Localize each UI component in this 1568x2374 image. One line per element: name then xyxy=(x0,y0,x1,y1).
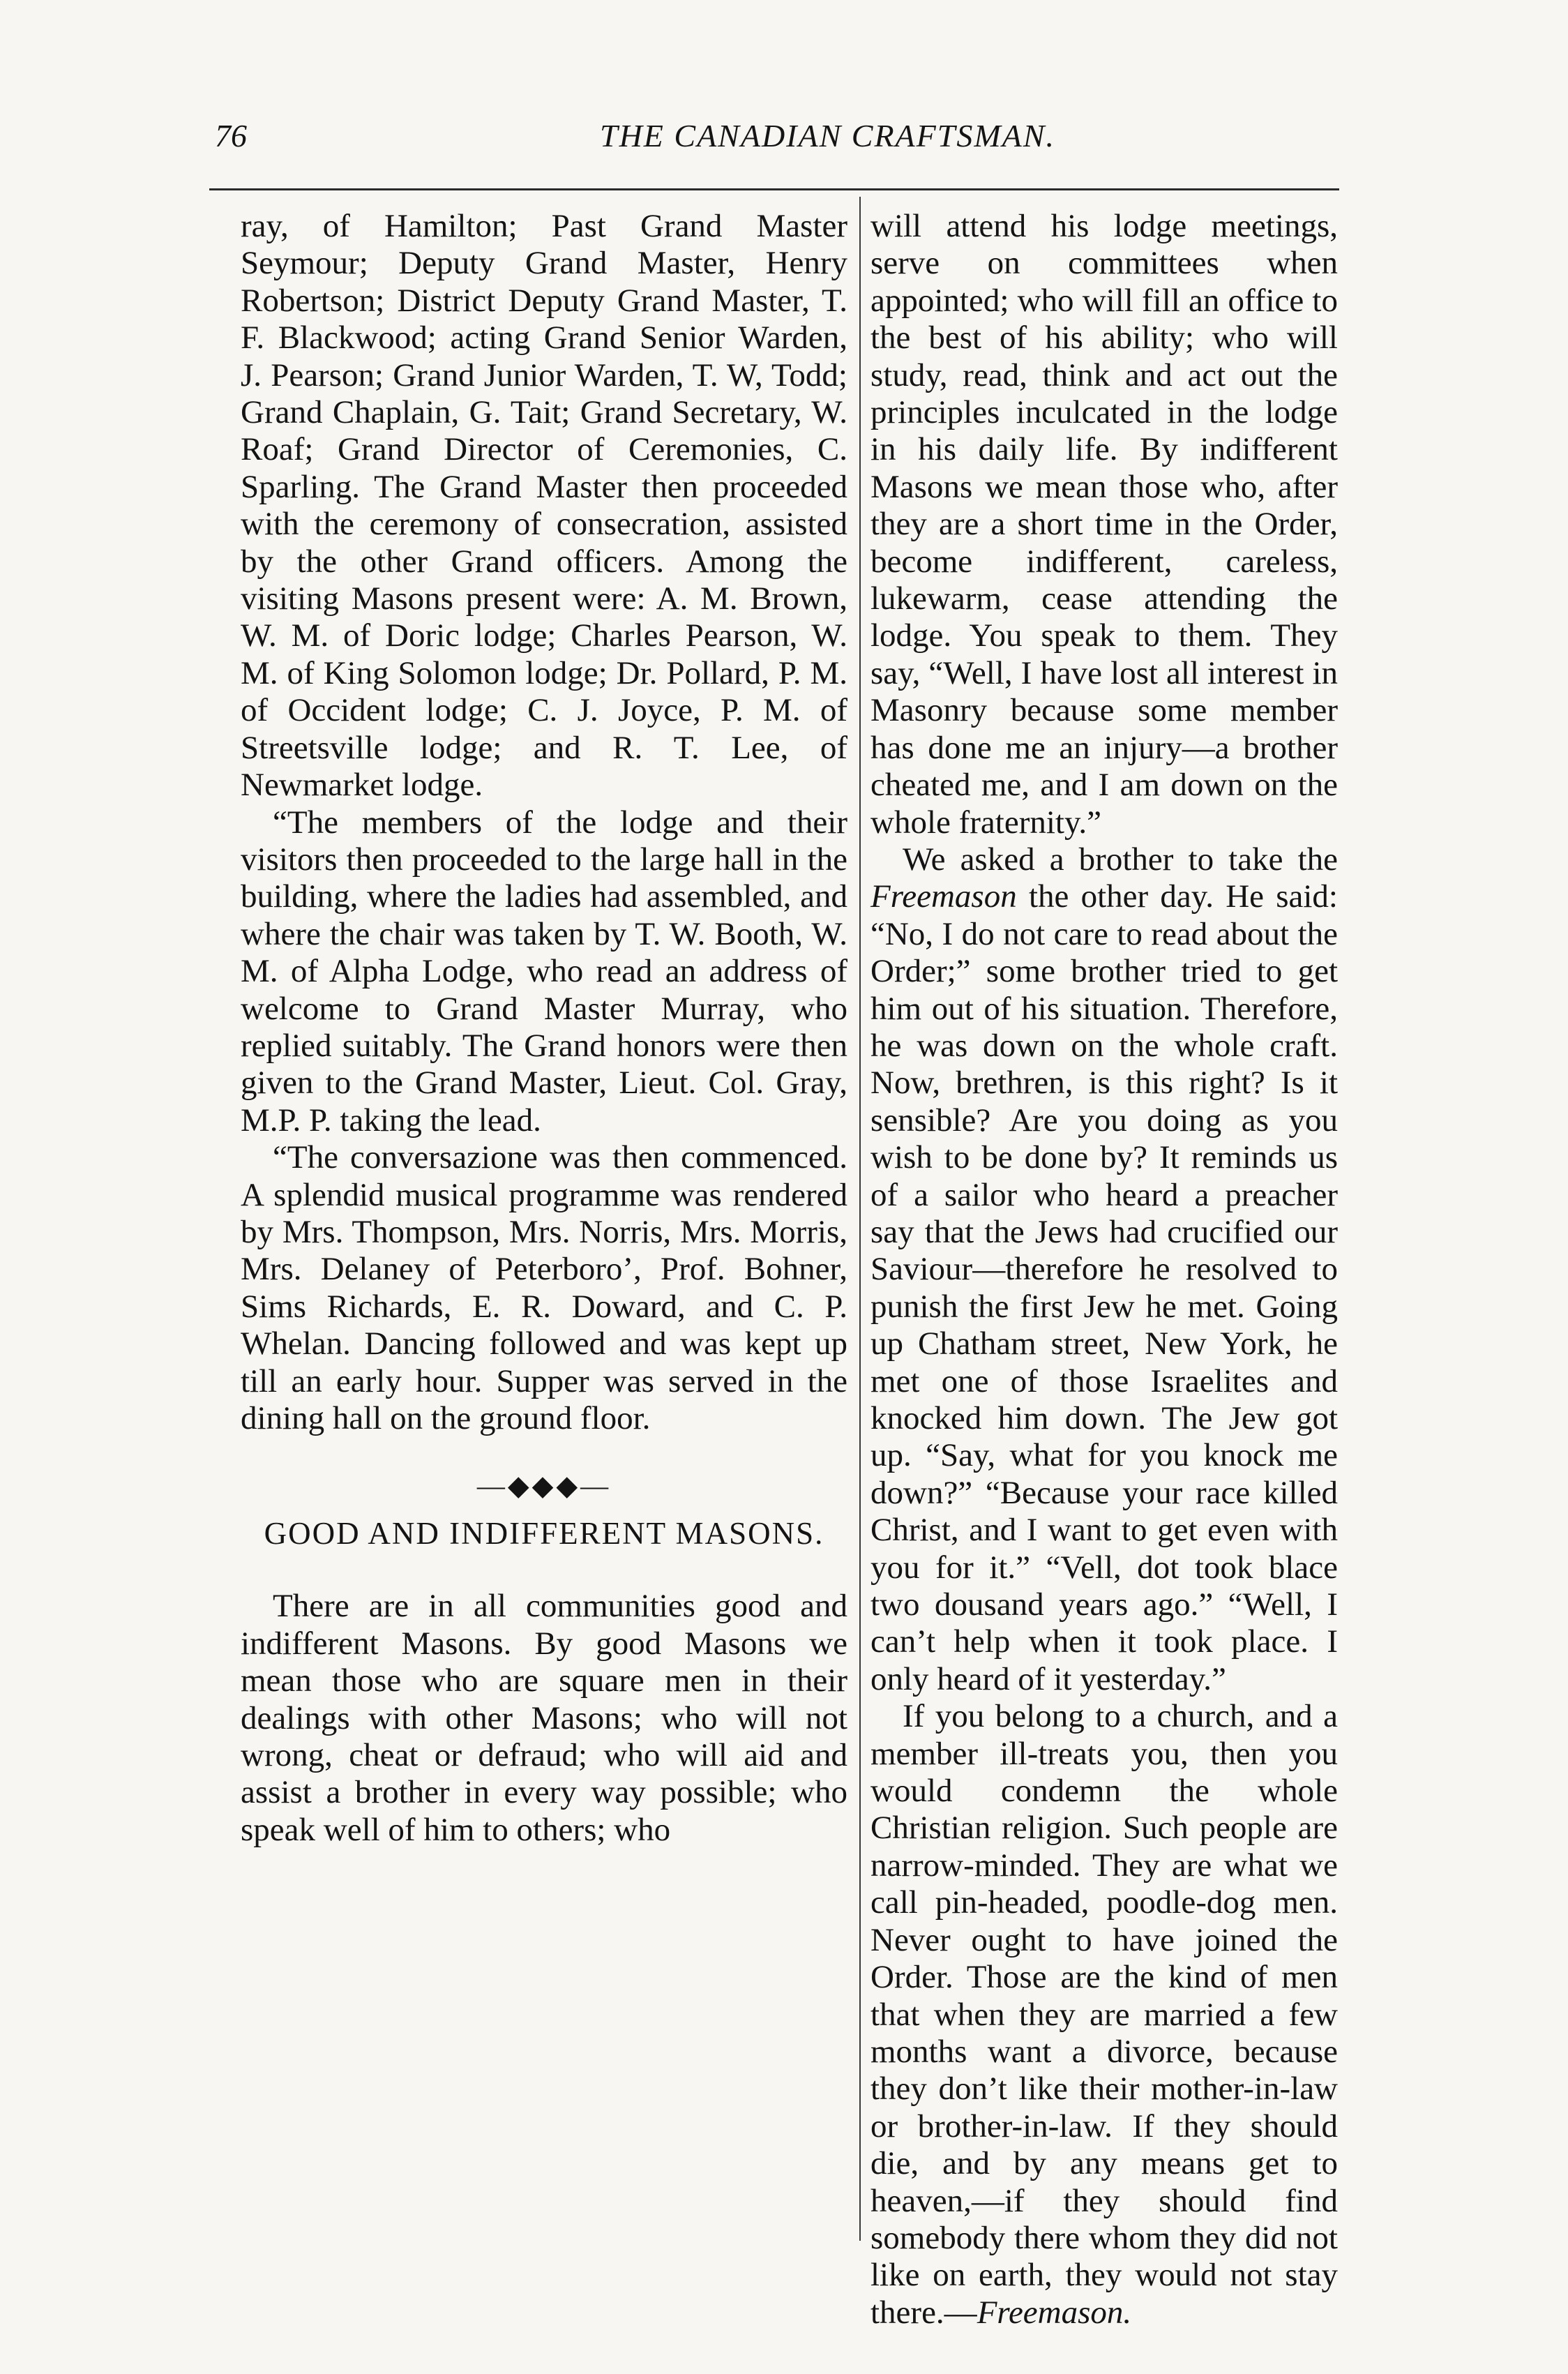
freemason-title: Freemason xyxy=(870,878,1017,915)
right-paragraph-2 xyxy=(870,841,1338,1698)
right-paragraph-3 xyxy=(870,1698,1338,2331)
left-paragraph-3: “The conversazione was then commenced. A splendid musical programme was rendered by Mrs. Thompson, Mrs. Norris, Mrs. Morris, Mrs. Delaney of Peterboro’, Prof. Bohner, Sims Richards, E. R. Doward, and C. P. Whelan. Dancing followed and was kept up till an early hour. Supper was served in the dining hall on the ground floor. xyxy=(241,1139,847,1436)
right-paragraph-3-text: If you belong to a church, and a member ill-treats you, then you would condemn the whole Christian religion. Such people are narrow-minded. They are what we call pin-headed, poodle-dog men. Never ought to have joined the Order. Those are the kind of men that when they are married a few months want a divorce, because they don’t like their mother-in-law or brother-in-law. If they should die, and by any means get to heaven,—if they should find somebody there whom they did not like on earth, they would not stay there.— xyxy=(870,1698,1338,2331)
section-ornament: —◆◆◆— xyxy=(476,1470,612,1502)
left-paragraph-2: “The members of the lodge and their visitors then proceeded to the large hall in the building, where the ladies had assembled, and where the chair was taken by T. W. Booth, W. M. of Alpha Lodge, who read an address of welcome to Grand Master Murray, who replied suitably. The Grand honors were then given to the Grand Master, Lieut. Col. Gray, M.P. P. taking the lead. xyxy=(241,804,847,1139)
left-column xyxy=(241,208,847,1849)
page-number: 76 xyxy=(215,118,247,153)
right-paragraph-2-rest: the other day. He said: “No, I do not care to read about the Order;” some brother tried to get him out of his situation. Therefore, he was down on the whole craft. Now, brethren, is this right? Is it sensible? Are you doing as you wish to be done by? It reminds us of a sailor who heard a preacher say that the Jews had crucified our Saviour—therefore he resolved to punish the first Jew he met. Going up Chatham street, New York, he met one of those Israelites and knocked him down. The Jew got up. “Say, what for you knock me down?” “Because your race killed Christ, and I want to get even with you for it.” “Vell, dot took blace two dousand years ago.” “Well, I can’t help when it took place. I only heard of it yesterday.” xyxy=(870,878,1338,1697)
right-paragraph-2-start: We asked a brother to take the xyxy=(903,841,1338,878)
column-divider xyxy=(859,197,861,2241)
source-credit: Freemason. xyxy=(977,2294,1132,2331)
header-rule xyxy=(209,188,1339,190)
article-heading: GOOD AND INDIFFERENT MASONS. xyxy=(264,1516,824,1552)
right-paragraph-1: will attend his lodge meetings, serve on committees when appointed; who will fill an office to the best of his ability; who will study, read, think and act out the principles inculcated in the lodge in his daily life. By indifferent Masons we mean those who, after they are a short time in the Order, become indifferent, careless, lukewarm, cease attending the lodge. You speak to them. They say, “Well, I have lost all interest in Masonry because some member has done me an injury—a brother cheated me, and I am down on the whole fraternity.” xyxy=(870,208,1338,841)
right-column xyxy=(870,208,1338,2331)
left-paragraph-1: ray, of Hamilton; Past Grand Master Seymour; Deputy Grand Master, Henry Robertson; District Deputy Grand Master, T. F. Blackwood; acting Grand Senior Warden, J. Pearson; Grand Junior Warden, T. W, Todd; Grand Chaplain, G. Tait; Grand Secretary, W. Roaf; Grand Director of Ceremonies, C. Sparling. The Grand Master then proceeded with the ceremony of consecration, assisted by the other Grand officers. Among the visiting Masons present were: A. M. Brown, W. M. of Doric lodge; Charles Pearson, W. M. of King Solomon lodge; Dr. Pollard, P. M. of Occident lodge; C. J. Joyce, P. M. of Streetsville lodge; and R. T. Lee, of Newmarket lodge. xyxy=(241,208,847,804)
running-head: THE CANADIAN CRAFTSMAN. xyxy=(600,118,1055,153)
left-paragraph-4: There are in all communities good and indifferent Masons. By good Masons we mean those who are square men in their dealings with other Masons; who will not wrong, cheat or defraud; who will aid and assist a brother in every way possible; who speak well of him to others; who xyxy=(241,1588,847,1848)
